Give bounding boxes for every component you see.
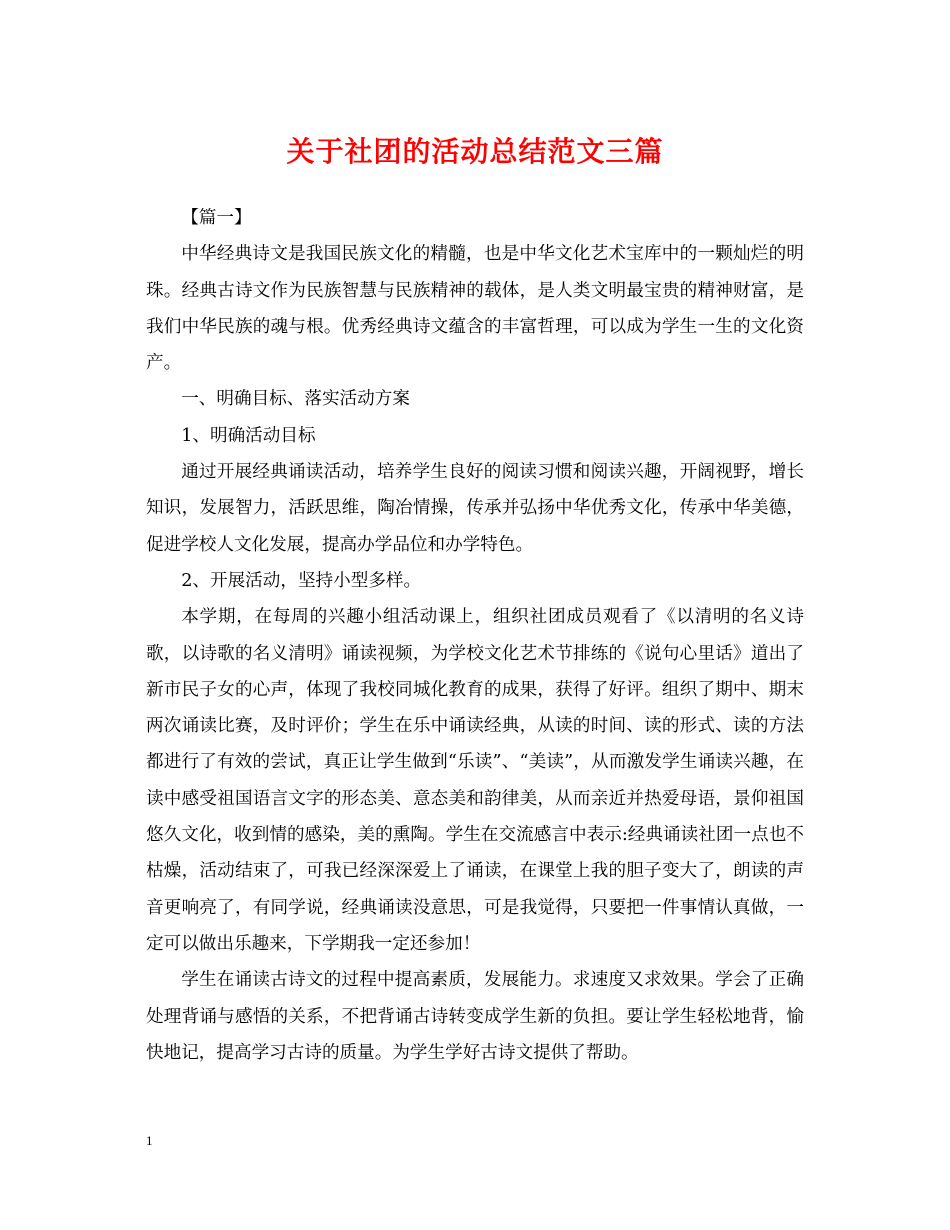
subheading: 2、开展活动，坚持小型多样。 — [181, 570, 422, 591]
section-heading: 【篇一】 — [181, 208, 252, 228]
document-body — [146, 200, 804, 1071]
subheading: 1、明确活动目标 — [181, 425, 316, 446]
subheading: 一、明确目标、落实活动方案 — [181, 389, 410, 410]
body-paragraph: 学生在诵读古诗文的过程中提高素质，发展能力。求速度又求效果。学会了正确处理背诵与感悟的关系，不把背诵古诗转变成学生新的负担。要让学生轻松地背，愉快地记，提高学习古诗的质量。为学生学好古诗文提供了帮助。 — [146, 970, 804, 1063]
page-number: 1 — [146, 1133, 153, 1148]
document-title: 关于社团的活动总结范文三篇 — [286, 135, 664, 168]
body-paragraph: 本学期，在每周的兴趣小组活动课上，组织社团成员观看了《以清明的名义诗歌，以诗歌的名义清明》诵读视频，为学校文化艺术节排练的《说句心里话》道出了新市民子女的心声，体现了我校同城化教育的成果，获得了好评。组织了期中、期末两次诵读比赛，及时评价；学生在乐中诵读经典，从读的时间、读的形式、读的方法都进行了有效的尝试，真正让学生做到“乐读”、“美读”，从而激发学生诵读兴趣，在读中感受祖国语言文字的形态美、意态美和韵律美，从而亲近并热爱母语，景仰祖国悠久文化，收到情的感染，美的熏陶。学生在交流感言中表示:经典诵读社团一点也不枯燥，活动结束了，可我已经深深爱上了诵读，在课堂上我的胆子变大了，朗读的声音更响亮了，有同学说，经典诵读没意思，可是我觉得，只要把一件事情认真做，一定可以做出乐趣来，下学期我一定还参加！ — [146, 607, 804, 954]
body-paragraph: 中华经典诗文是我国民族文化的精髓，也是中华文化艺术宝库中的一颗灿烂的明珠。经典古诗文作为民族智慧与民族精神的载体，是人类文明最宝贵的精神财富，是我们中华民族的魂与根。优秀经典诗文蕴含的丰富哲理，可以成为学生一生的文化资产。 — [146, 244, 804, 374]
body-paragraph: 通过开展经典诵读活动，培养学生良好的阅读习惯和阅读兴趣，开阔视野，增长知识，发展智力，活跃思维，陶冶情操，传承并弘扬中华优秀文化，传承中华美德，促进学校人文化发展，提高办学品位和办学特色。 — [146, 462, 804, 555]
